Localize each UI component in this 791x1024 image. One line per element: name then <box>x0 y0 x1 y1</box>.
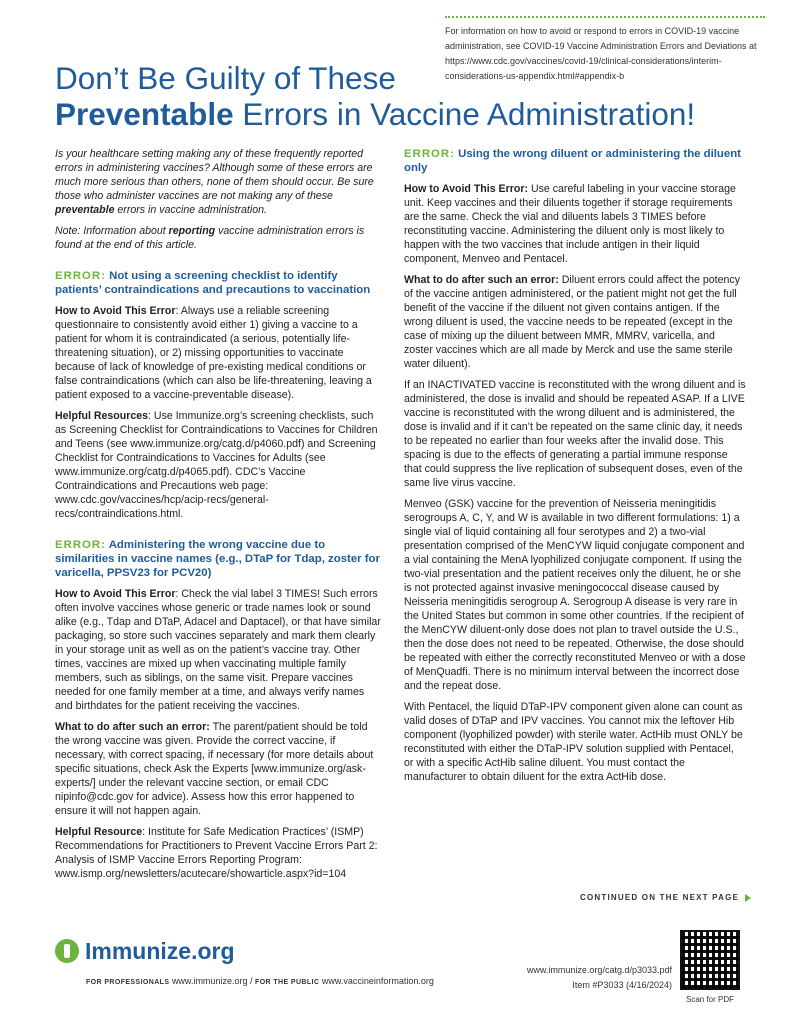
professionals-link[interactable]: www.immunize.org <box>171 976 248 986</box>
footer-links: FOR PROFESSIONALS www.immunize.org / FOR THE PUBLIC www.vaccineinformation.org <box>86 976 434 986</box>
page-title <box>55 60 775 132</box>
continued-link[interactable]: CONTINUED ON THE NEXT PAGE <box>580 893 751 902</box>
section-heading: ERROR: Administering the wrong vaccine due to similarities in vaccine names (e.g., DTaP for Tdap, zoster for varicella, PPSV23 for PCV20) <box>55 539 380 579</box>
title-line2: Errors in Vaccine Administration! <box>233 96 696 132</box>
reporting-note: Note: Information about reporting vaccine administration errors is found at the end of this article. <box>55 225 365 251</box>
title-bold-word: Preventable <box>55 96 234 132</box>
what-to-do-after: What to do after such an error: Diluent errors could affect the potency of the vaccine antigen administered, or the patient might not get the full benefit of the vaccine if the diluent not given contains antigen. If the wrong diluent is used, the vaccine needs to be repeated (except in the case of mixing up the diluent between MMR, MMRV, varicella, and zoster vaccines which are all made by Merck and use the same sterile water diluent). <box>404 274 740 370</box>
vaccine-drop-icon <box>55 939 79 963</box>
immunize-logo <box>55 935 235 967</box>
how-to-avoid: How to Avoid This Error: Use careful labeling in your vaccine storage unit. Keep vaccines and their diluents together if storage requirements are the same. Check the vial and diluents labels 3 TIMES before reconstituting vaccine. Administering the diluent only is most likely to happen with the two vaccines that include antigen in their liquid component, Menveo and Pentacel. <box>404 183 736 265</box>
helpful-resource: Helpful Resource: Institute for Safe Medication Practices’ (ISMP) Recommendations for Practitioners to Prevent Vaccine Errors Part 2: Analysis of ISMP Vaccine Errors Reporting Program: www.ismp.org/newsletters/acutecare/showarticle.aspx?id=104 <box>55 826 378 880</box>
logo-text: Immunize.org <box>85 937 235 964</box>
section-heading: ERROR: Using the wrong diluent or administering the diluent only <box>404 148 741 174</box>
triangle-right-icon <box>745 894 751 902</box>
left-column <box>55 147 381 888</box>
pdf-url[interactable]: www.immunize.org/catg.d/p3033.pdf <box>526 965 672 975</box>
what-to-do-after: What to do after such an error: The parent/patient should be told the wrong vaccine was given. Provide the correct vaccine, if necessary, with correct spacing, if necessary (for more details about specific situations, check Ask the Experts [www.immunize.org/ask-experts/] under the relevant vaccine section, or email CDC nipinfo@cdc.gov for advice). Assess how this error happened to ensure it will not happen again. <box>55 721 374 817</box>
how-to-avoid: How to Avoid This Error: Check the vial label 3 TIMES! Such errors often involve vaccines whose generic or trade names look or sound alike (e.g., Tdap and DTaP, Adacel and Daptacel), or that have similar packaging, so store such vaccines separately and mark them clearly in your storage unit as well as on the patient’s vaccine tray. Other times, vaccines are mixed up when vaccinating multiple family members, such as siblings, on the same visit. Prepare vaccines needed for one family member at a time, and always verify names and birthdates for the patient receiving the vaccines. <box>55 588 381 712</box>
qr-label: Scan for PDF <box>685 995 734 1004</box>
covid-info-note: For information on how to avoid or respond to errors in COVID-19 vaccine administration, see COVID-19 Vaccine Administration Errors and Deviations at https://www.cdc.gov/vaccines/covid-19/clinical-considerations/interim-considerations-us-appendix.html#appendix-b <box>445 16 765 84</box>
title-line1: Don’t Be Guilty of These <box>55 60 396 96</box>
inactivated-live-paragraph: If an INACTIVATED vaccine is reconstituted with the wrong diluent and is administered, the dose is invalid and should be repeated ASAP. If a LIVE vaccine is reconstituted with the wrong diluent and is administered, the dose is invalid and if it can’t be repeated on the same clinic day, it needs to be repeated no earlier than four weeks after the invalid dose. This spacing is due to the effects of generating a partial immune response that could suppress the live replication of subsequent doses, even of the same live virus vaccine. <box>404 379 746 489</box>
pentacel-paragraph: With Pentacel, the liquid DTaP-IPV component given alone can count as valid doses of DTaP and IPV vaccines. You cannot mix the leftover Hib component (lyophilized powder) with sterile water. ActHib must ONLY be reconstituted with either the DTaP-IPV solution supplied with Pentacel, or with a specific ActHib saline diluent. You must contact the manufacturer to obtain diluent for the extra ActHib dose. <box>404 701 743 783</box>
intro-paragraph: Is your healthcare setting making any of these frequently reported errors in administering vaccines? Although some of these errors are much more serious than others, none of them should occur. Be sure those who administer vaccines are not making any of these preventable errors in vaccine administration. <box>55 148 374 216</box>
how-to-avoid: How to Avoid This Error: Always use a reliable screening questionnaire to consistently avoid either 1) giving a vaccine to a patient for whom it is contraindicated (a serious, potentially life-threatening situation), or 2) missing opportunities to vaccinate because of lack of knowledge of pre-existing medical conditions or false contraindications (which can also be life-threatening, leaving a patient exposed to a vaccine-preventable disease). <box>55 305 372 401</box>
section-heading: ERROR: Not using a screening checklist to identify patients’ contraindications and precautions to vaccination <box>55 270 371 296</box>
menveo-paragraph: Menveo (GSK) vaccine for the prevention of Neisseria meningitidis serogroups A, C, Y, and W is available in two different formulations: 1) a single vial of liquid containing all four serotypes and 2) a two-vial presentation comprised of the MenCYW liquid conjugate component and a vial containing the MenA lyophilized conjugate component. If using the two-vial presentation and the patient receives only the diluent, he or she is not protected against invasive meningococcal disease caused by Neisseria meningitidis serogroup A. Serogroup A disease is very rare in the United States but common in some other countries. If the recipient of the MenCYW diluent-only dose does not plan to travel outside the U.S., then the dose does not need to be repeated. Otherwise, the dose should be repeated with either the correctly reconstituted Menveo or with a dose of MenQuadfi. There is no minimum interval between the incorrect dose and the repeat dose. <box>404 498 746 692</box>
item-info <box>512 963 672 993</box>
helpful-resources: Helpful Resources: Use Immunize.org’s screening checklists, such as Screening Checklist for Contraindications to Vaccines for Children and Teens (see www.immunize.org/catg.d/p4060.pdf) and Screening Checklist for Contraindications to Vaccines for Adults (see www.immunize.org/catg.d/p4065.pdf). CDC’s Vaccine Contraindications and Precautions web page: www.cdc.gov/vaccines/hcp/acip-recs/general-recs/contraindications.html. <box>55 410 378 520</box>
right-column <box>404 147 746 791</box>
public-link[interactable]: www.vaccineinformation.org <box>321 976 434 986</box>
item-number: Item #P3033 (4/16/2024) <box>572 980 672 990</box>
qr-code[interactable] <box>680 930 740 990</box>
